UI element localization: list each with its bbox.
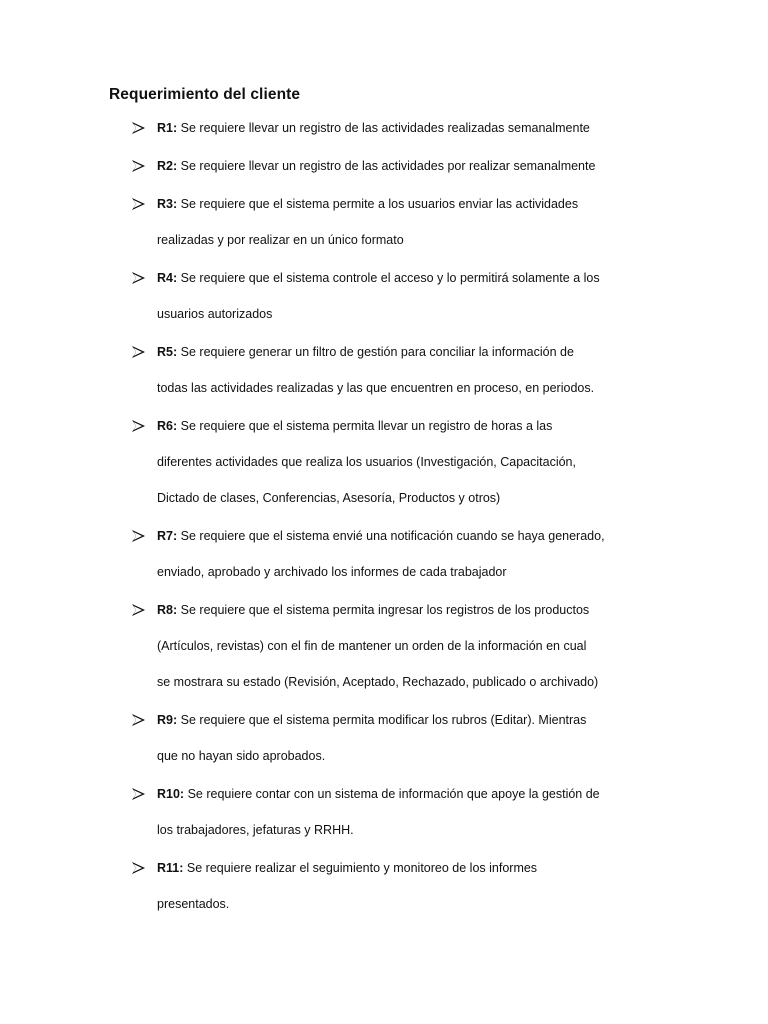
requirement-code: R1: bbox=[157, 121, 178, 135]
requirement-line bbox=[157, 344, 574, 360]
arrowhead-bullet-icon bbox=[131, 121, 147, 135]
requirement-text: Se requiere que el sistema permite a los usuarios enviar las actividades bbox=[180, 197, 579, 211]
arrowhead-bullet-icon bbox=[131, 271, 147, 285]
requirement-text: Se requiere que el sistema permita modificar los rubros (Editar). Mientras bbox=[180, 713, 587, 727]
requirement-text: presentados. bbox=[157, 897, 230, 911]
arrowhead-bullet-icon bbox=[131, 861, 147, 875]
requirement-line bbox=[157, 120, 590, 136]
requirement-line bbox=[157, 418, 552, 434]
requirement-code: R4: bbox=[157, 271, 178, 285]
requirement-text: diferentes actividades que realiza los usuarios (Investigación, Capacitación, bbox=[157, 455, 576, 469]
requirement-line bbox=[157, 674, 598, 690]
requirement-code: R5: bbox=[157, 345, 178, 359]
requirement-text: Se requiere que el sistema controle el acceso y lo permitirá solamente a los bbox=[180, 271, 600, 285]
requirement-line bbox=[157, 860, 537, 876]
requirement-text: Se requiere contar con un sistema de información que apoye la gestión de bbox=[187, 787, 600, 801]
requirement-code: R9: bbox=[157, 713, 178, 727]
requirement-line bbox=[157, 270, 600, 286]
arrowhead-bullet-icon bbox=[131, 529, 147, 543]
requirement-line bbox=[157, 822, 354, 838]
requirement-code: R2: bbox=[157, 159, 178, 173]
requirement-line bbox=[157, 196, 578, 212]
requirement-line bbox=[157, 712, 586, 728]
requirement-line bbox=[157, 786, 600, 802]
requirement-code: R6: bbox=[157, 419, 178, 433]
requirement-text: Se requiere que el sistema permita ingresar los registros de los productos bbox=[180, 603, 590, 617]
requirement-line bbox=[157, 602, 589, 618]
arrowhead-bullet-icon bbox=[131, 197, 147, 211]
requirement-text: Se requiere llevar un registro de las actividades por realizar semanalmente bbox=[180, 159, 596, 173]
document-heading: Requerimiento del cliente bbox=[109, 86, 301, 103]
requirement-code: R7: bbox=[157, 529, 178, 543]
requirement-text: realizadas y por realizar en un único formato bbox=[157, 233, 404, 247]
requirement-text: los trabajadores, jefaturas y RRHH. bbox=[157, 823, 354, 837]
arrowhead-bullet-icon bbox=[131, 419, 147, 433]
requirement-line bbox=[157, 232, 404, 248]
requirement-line bbox=[157, 564, 507, 580]
requirement-line bbox=[157, 158, 595, 174]
requirement-text: Dictado de clases, Conferencias, Asesoría, Productos y otros) bbox=[157, 491, 501, 505]
requirement-text: Se requiere llevar un registro de las actividades realizadas semanalmente bbox=[180, 121, 590, 135]
arrowhead-bullet-icon bbox=[131, 345, 147, 359]
arrowhead-bullet-icon bbox=[131, 713, 147, 727]
requirement-text: Se requiere que el sistema envié una notificación cuando se haya generado, bbox=[180, 529, 605, 543]
requirement-line bbox=[157, 896, 229, 912]
requirement-text: Se requiere generar un filtro de gestión para conciliar la información de bbox=[180, 345, 574, 359]
arrowhead-bullet-icon bbox=[131, 603, 147, 617]
requirement-line bbox=[157, 528, 605, 544]
requirement-text: (Artículos, revistas) con el fin de mantener un orden de la información en cual bbox=[157, 639, 587, 653]
requirement-text: usuarios autorizados bbox=[157, 307, 273, 321]
requirement-line bbox=[157, 748, 325, 764]
arrowhead-bullet-icon bbox=[131, 159, 147, 173]
requirement-line bbox=[157, 454, 576, 470]
requirement-text: todas las actividades realizadas y las que encuentren en proceso, en periodos. bbox=[157, 381, 595, 395]
requirement-code: R3: bbox=[157, 197, 178, 211]
requirement-text: se mostrara su estado (Revisión, Aceptado, Rechazado, publicado o archivado) bbox=[157, 675, 599, 689]
requirement-text: que no hayan sido aprobados. bbox=[157, 749, 326, 763]
requirement-code: R8: bbox=[157, 603, 178, 617]
requirement-line bbox=[157, 490, 500, 506]
requirement-code: R11: bbox=[157, 861, 184, 875]
arrowhead-bullet-icon bbox=[131, 787, 147, 801]
requirement-text: Se requiere realizar el seguimiento y monitoreo de los informes bbox=[186, 861, 538, 875]
requirement-line bbox=[157, 380, 594, 396]
requirement-line bbox=[157, 306, 272, 322]
requirement-text: Se requiere que el sistema permita llevar un registro de horas a las bbox=[180, 419, 553, 433]
requirement-line bbox=[157, 638, 586, 654]
requirement-text: enviado, aprobado y archivado los informes de cada trabajador bbox=[157, 565, 507, 579]
requirement-code: R10: bbox=[157, 787, 185, 801]
